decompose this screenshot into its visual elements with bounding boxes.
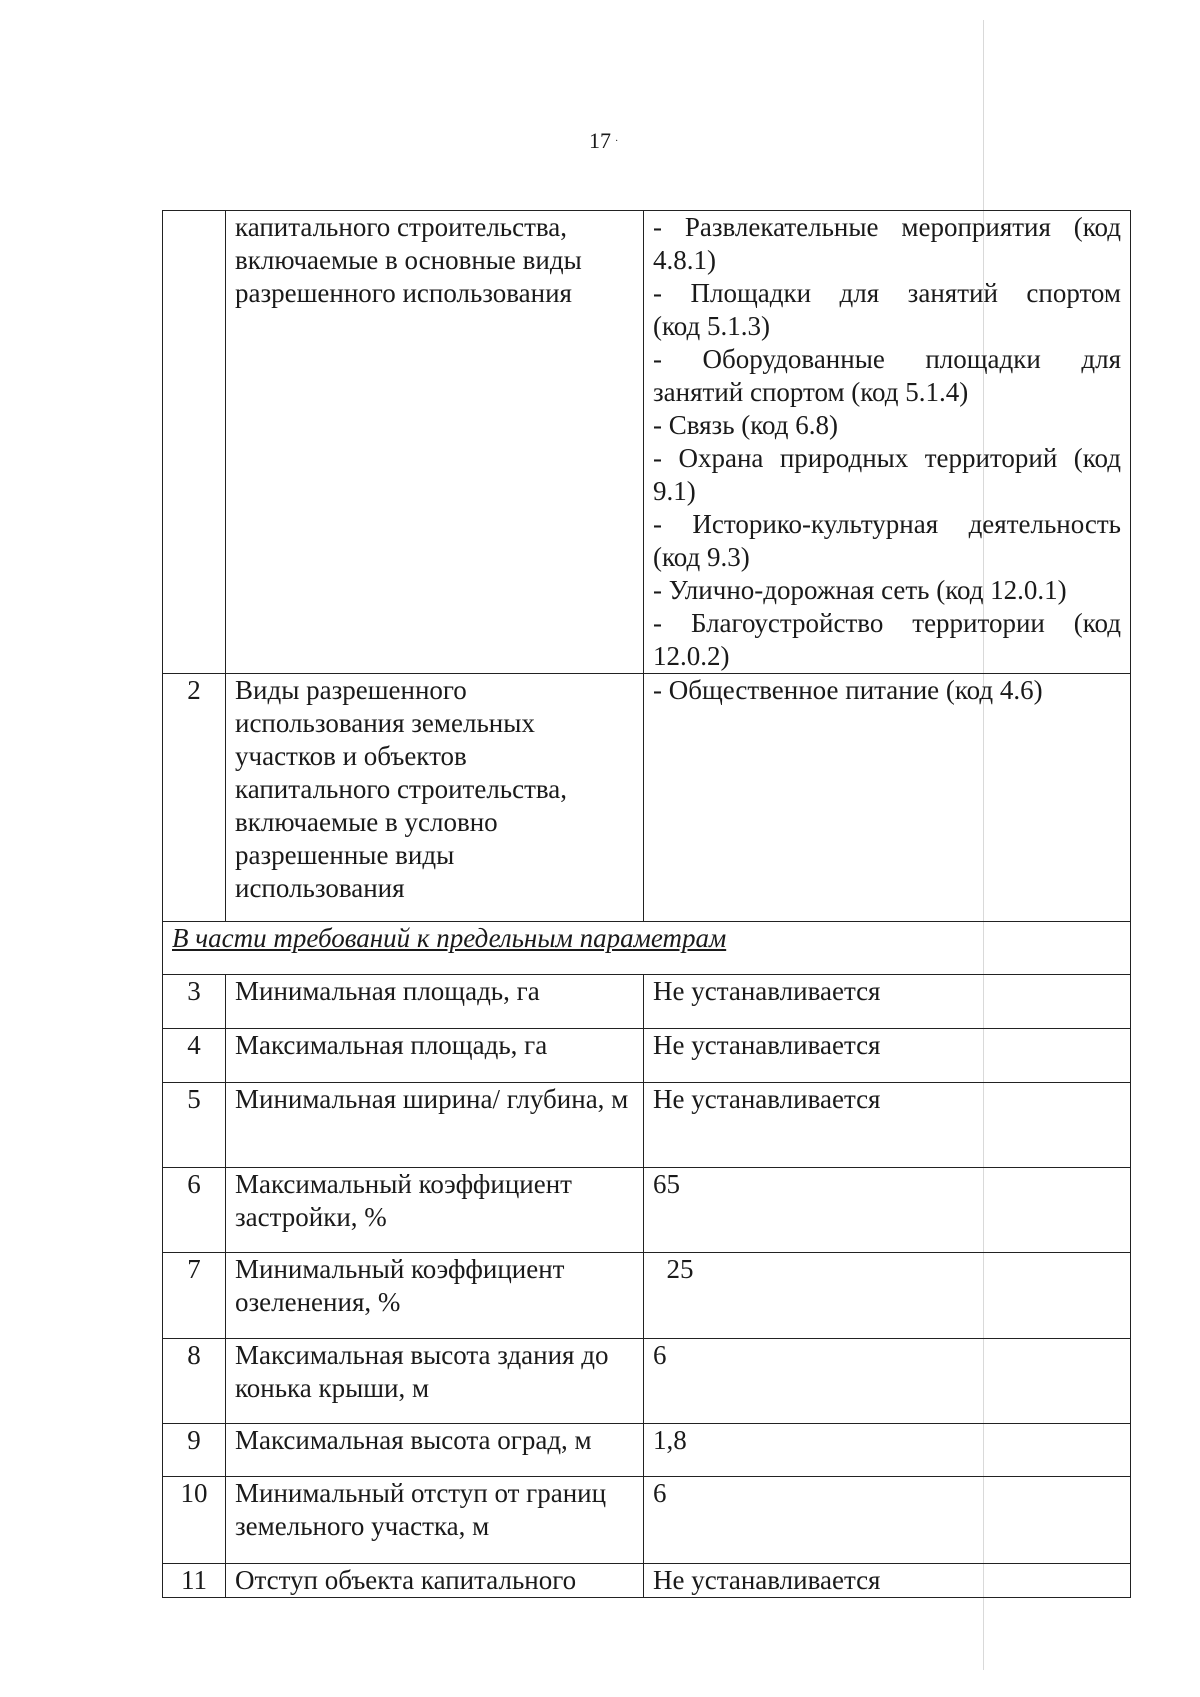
row-name-cell: Минимальная ширина/ глубина, м (226, 1083, 644, 1168)
name-line: включаемые в условно (235, 807, 498, 837)
table-row (163, 1424, 1131, 1477)
name-line: разрешенные виды (235, 840, 455, 870)
name-line: разрешенного использования (235, 278, 572, 308)
name-line: использования земельных (235, 708, 535, 738)
value-line: 12.0.2) (653, 641, 730, 671)
row-value-cell: 25 (644, 1253, 1131, 1339)
row-name-cell (226, 211, 644, 674)
table-row (163, 1083, 1131, 1168)
page-number (0, 128, 1200, 154)
row-name-cell: Минимальный отступ от границ земельного участка, м (226, 1477, 644, 1564)
row-value-cell: 6 (644, 1477, 1131, 1564)
row-number-cell: 8 (163, 1339, 226, 1424)
row-value-cell: Не устанавливается (644, 1029, 1131, 1083)
page-number-mark: · (615, 136, 619, 147)
table-row (163, 1029, 1131, 1083)
value-line: - Связь (код 6.8) (653, 410, 838, 440)
name-line: включаемые в основные виды (235, 245, 582, 275)
value-line: - Историко-культурная деятельность (653, 509, 1121, 539)
page-number-text: 17 (589, 128, 611, 153)
row-number-cell (163, 211, 226, 674)
value-line: (код 5.1.3) (653, 311, 770, 341)
row-name-cell: Отступ объекта капитального (226, 1564, 644, 1598)
name-line: участков и объектов (235, 741, 467, 771)
value-line: - Оборудованные площадки для (653, 344, 1121, 374)
row-value-cell: 6 (644, 1339, 1131, 1424)
table-row (163, 1168, 1131, 1253)
value-line: - Развлекательные мероприятия (код (653, 212, 1121, 242)
table-row (163, 1564, 1131, 1598)
row-number-cell: 7 (163, 1253, 226, 1339)
row-name-cell (226, 674, 644, 922)
row-value-cell: Не устанавливается (644, 1564, 1131, 1598)
table-row (163, 1253, 1131, 1339)
row-name-cell: Максимальная высота здания до конька крыши, м (226, 1339, 644, 1424)
row-name-cell: Максимальный коэффициент застройки, % (226, 1168, 644, 1253)
value-line: 4.8.1) (653, 245, 716, 275)
table-row (163, 1477, 1131, 1564)
name-line: использования (235, 873, 405, 903)
section-title: В части требований к предельным параметрам (172, 923, 727, 953)
row-number-cell: 9 (163, 1424, 226, 1477)
row-value-cell (644, 211, 1131, 674)
table-row-2 (163, 674, 1131, 922)
row-name-cell: Максимальная площадь, га (226, 1029, 644, 1083)
value-line: - Благоустройство территории (код (653, 608, 1121, 638)
row-number-cell: 10 (163, 1477, 226, 1564)
row-number-cell: 3 (163, 975, 226, 1029)
row-number-cell: 2 (163, 674, 226, 922)
name-line: капитального строительства, (235, 774, 568, 804)
row-number-cell: 5 (163, 1083, 226, 1168)
section-header-cell (163, 922, 1131, 975)
name-line: капитального строительства, (235, 212, 568, 242)
value-line: - Площадки для занятий спортом (653, 278, 1121, 308)
value-line: занятий спортом (код 5.1.4) (653, 377, 969, 407)
value-line: 9.1) (653, 476, 696, 506)
table-row (163, 1339, 1131, 1424)
parameters-table (162, 210, 1131, 1598)
value-line: - Охрана природных территорий (код (653, 443, 1121, 473)
value-line: - Общественное питание (код 4.6) (653, 675, 1043, 705)
section-header-row (163, 922, 1131, 975)
row-value-cell: Не устанавливается (644, 975, 1131, 1029)
row-number-cell: 6 (163, 1168, 226, 1253)
table-row-continued (163, 211, 1131, 674)
row-value-cell: 65 (644, 1168, 1131, 1253)
row-name-cell: Минимальный коэффициент озеленения, % (226, 1253, 644, 1339)
row-value-cell: Не устанавливается (644, 1083, 1131, 1168)
row-value-cell (644, 674, 1131, 922)
row-name-cell: Максимальная высота оград, м (226, 1424, 644, 1477)
row-name-cell: Минимальная площадь, га (226, 975, 644, 1029)
row-number-cell: 4 (163, 1029, 226, 1083)
table-row (163, 975, 1131, 1029)
value-line: - Улично-дорожная сеть (код 12.0.1) (653, 575, 1067, 605)
value-line: (код 9.3) (653, 542, 750, 572)
row-number-cell: 11 (163, 1564, 226, 1598)
row-value-cell: 1,8 (644, 1424, 1131, 1477)
name-line: Виды разрешенного (235, 675, 467, 705)
